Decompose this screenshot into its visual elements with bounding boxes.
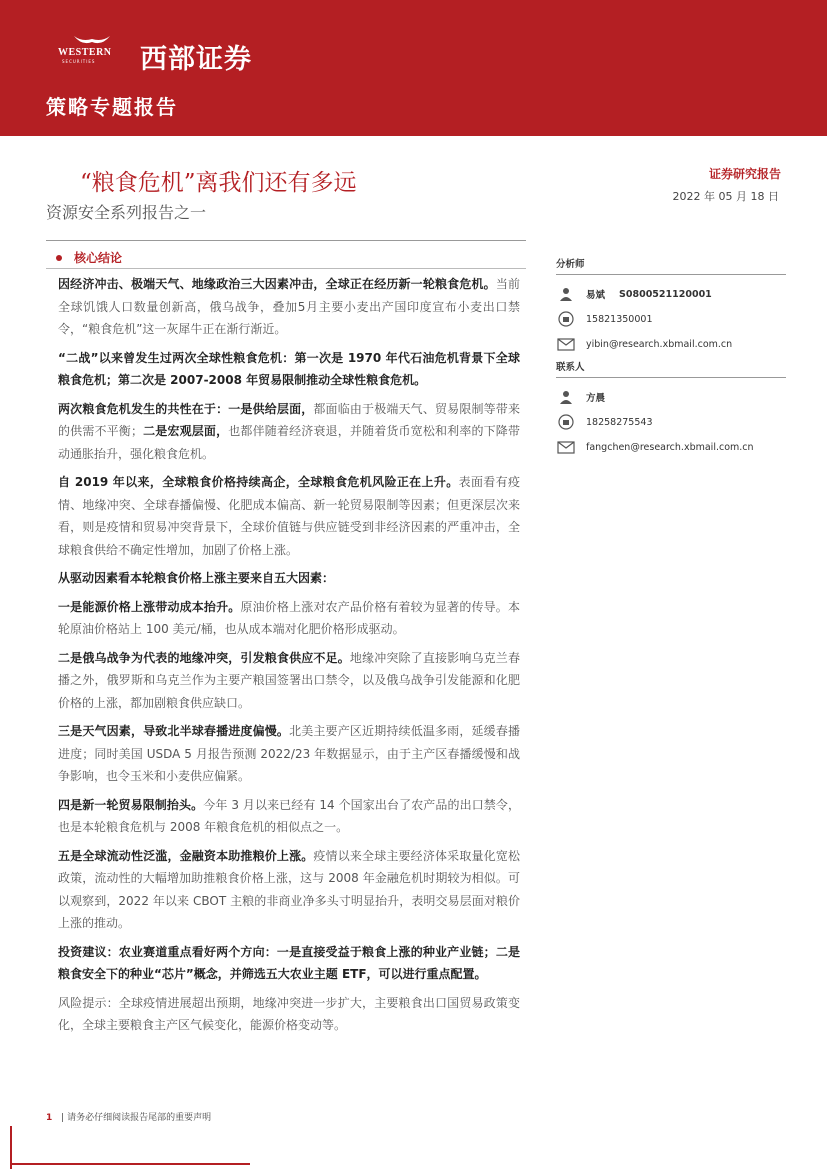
para-lead: “二战”以来曾发生过两次全球性粮食危机：第一次是 1970 年代石油危机背景下全球粮食危机；第二次是 2007-2008 年贸易限制推动全球性粮食危机。 <box>58 350 520 387</box>
footer-disclaimer: 请务必仔细阅读报告尾部的重要声明 <box>67 1113 212 1123</box>
contact-phone: 18258275543 <box>586 416 653 428</box>
paragraph <box>58 273 520 341</box>
report-date: 2022 年 05 月 18 日 <box>672 190 779 203</box>
para-lead: 因经济冲击、极端天气、地缘政治三大因素冲击，全球正在经历新一轮粮食危机。 <box>58 277 496 291</box>
para-lead: 一是能源价格上涨带动成本抬升。 <box>58 599 241 614</box>
page-footer <box>46 1110 211 1123</box>
contact-phone-row <box>556 411 786 433</box>
paragraph <box>58 794 520 839</box>
contact-name: 方晨 <box>586 393 606 404</box>
page-number: 1 <box>46 1113 53 1123</box>
para-body: 今年 3 月以来已经有 14 个国家出台了农产品的出口禁令，也是本轮粮食危机与 2008 年粮食危机的相似点之一。 <box>58 797 520 834</box>
paragraph <box>58 720 520 788</box>
para-body: 风险提示：全球疫情进展超出预期，地缘冲突进一步扩大，主要粮食出口国贸易政策变化，全球主要粮食主产区气候变化，能源价格变动等。 <box>58 995 520 1032</box>
analyst-name: 易斌 <box>586 290 606 301</box>
bullet-dot-icon <box>56 255 62 261</box>
phone-icon <box>556 311 576 327</box>
logo-en-text: WESTERN <box>58 47 112 58</box>
section-divider-top <box>46 240 526 241</box>
footer-separator: | <box>61 1113 65 1123</box>
report-subtitle: 资源安全系列报告之一 <box>46 203 207 222</box>
report-type: 证券研究报告 <box>708 167 781 181</box>
analyst-phone: 15821350001 <box>586 313 653 325</box>
contact-email-row <box>556 436 786 458</box>
person-icon <box>556 286 576 302</box>
email-icon <box>556 336 576 352</box>
analyst-phone-row <box>556 308 786 330</box>
para-body: 当前全球饥饿人口数量创新高，俄乌战争，叠加5月主要小麦出产国印度宣布小麦出口禁令，“粮食危机”这一灰犀牛正在渐行渐近。 <box>58 277 520 336</box>
corner-decoration-horizontal <box>10 1163 250 1165</box>
para-body-2: 也都伴随着经济衰退，并随着货币宽松和利率的下降带动通胀抬升，强化粮食危机。 <box>58 424 520 461</box>
para-body: 都面临由于极端天气、贸易限制等带来的供需不平衡； <box>58 401 520 438</box>
para-lead: 自 2019 年以来，全球粮食价格持续高企，全球粮食危机风险正在上升。 <box>58 475 459 489</box>
analyst-label: 分析师 <box>556 256 786 275</box>
para-body: 原油价格上涨对农产品价格有着较为显著的传导。本轮原油价格站上 100 美元/桶，也从成本端对化肥价格形成驱动。 <box>58 599 520 636</box>
para-lead: 五是全球流动性泛滥，金融资本助推粮价上涨。 <box>58 848 314 863</box>
sidebar <box>556 256 786 461</box>
person-icon <box>556 389 576 405</box>
phone-icon <box>556 414 576 430</box>
paragraph <box>58 596 520 641</box>
core-conclusions <box>58 273 520 1043</box>
paragraph <box>58 398 520 466</box>
logo-cn-text: 西部证券 <box>140 44 252 75</box>
paragraph <box>58 647 520 715</box>
para-lead: 二是俄乌战争为代表的地缘冲突，引发粮食供应不足。 <box>58 650 350 665</box>
analyst-cert: S0800521120001 <box>619 288 712 300</box>
paragraph <box>58 941 520 986</box>
contact-label: 联系人 <box>556 359 786 378</box>
paragraph <box>58 845 520 935</box>
analyst-email-row <box>556 333 786 355</box>
para-body: 地缘冲突除了直接影响乌克兰春播之外，俄罗斯和乌克兰作为主要产粮国签署出口禁令，以及俄乌战争引发能源和化肥价格的上涨，都加剧粮食供应缺口。 <box>58 650 520 710</box>
section-title: 核心结论 <box>74 251 123 265</box>
section-divider-bottom <box>46 268 526 269</box>
analyst-name-row <box>556 283 786 305</box>
paragraph <box>58 567 520 590</box>
para-body: 疫情以来全球主要经济体采取量化宽松政策，流动性的大幅增加助推粮食价格上涨，这与 2008 年金融危机时期较为相似。可以观察到，2022 年以来 CBOT 主粮的非商业净多头寸明显抬升，表明交易层面对粮价上涨的推动。 <box>58 848 520 930</box>
paragraph <box>58 347 520 392</box>
section-header <box>56 249 122 266</box>
analyst-email[interactable]: yibin@research.xbmail.com.cn <box>586 338 733 350</box>
logo-en-sub: SECURITIES <box>62 59 96 64</box>
para-body: 北美主要产区近期持续低温多雨，延缓春播进度；同时美国 USDA 5 月报告预测 2022/23 年数据显示，由于主产区春播缓慢和战争影响，也令玉米和小麦供应偏紧。 <box>58 724 520 783</box>
para-lead: 从驱动因素看本轮粮食价格上涨主要来自五大因素： <box>58 571 335 585</box>
para-lead: 投资建议：农业赛道重点看好两个方向：一是直接受益于粮食上涨的种业产业链；二是粮食安全下的种业“芯片”概念，并筛选五大农业主题 ETF，可以进行重点配置。 <box>58 944 520 981</box>
para-body: 表面看有疫情、地缘冲突、全球春播偏慢、化肥成本偏高、新一轮贸易限制等因素；但更深层次来看，则是疫情和贸易冲突背景下，全球价值链与供应链受到非经济因素的严重冲击，全球粮食供给不确定性增加，加剧了价格上涨。 <box>58 475 520 557</box>
risk-warning <box>58 992 520 1037</box>
company-logo <box>58 34 298 75</box>
report-title: “粮食危机”离我们还有多远 <box>80 170 357 196</box>
header-banner <box>0 0 827 136</box>
paragraph <box>58 471 520 561</box>
email-icon <box>556 439 576 455</box>
bull-horn-icon <box>72 34 112 48</box>
contact-email[interactable]: fangchen@research.xbmail.com.cn <box>586 441 754 453</box>
para-lead: 四是新一轮贸易限制抬头。 <box>58 797 204 812</box>
report-category: 策略专题报告 <box>46 95 178 119</box>
para-lead: 两次粮食危机发生的共性在于：一是供给层面， <box>58 401 314 416</box>
para-lead-2: 二是宏观层面， <box>142 424 229 438</box>
para-lead: 三是天气因素，导致北半球春播进度偏慢。 <box>58 724 290 738</box>
contact-name-row <box>556 386 786 408</box>
